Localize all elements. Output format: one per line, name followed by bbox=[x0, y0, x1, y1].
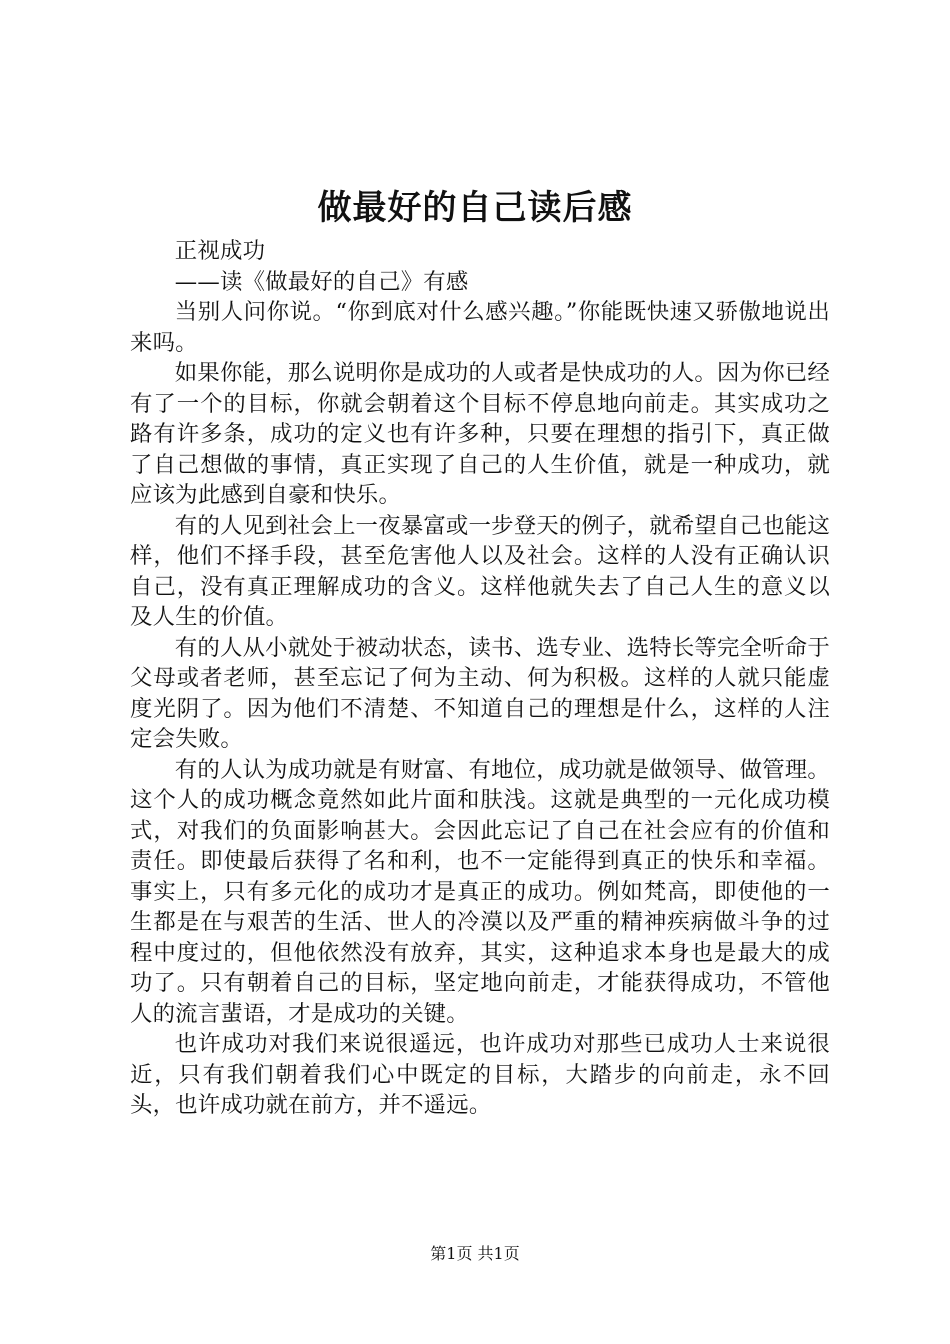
paragraph: 也许成功对我们来说很遥远，也许成功对那些已成功人士来说很近，只有我们朝着我们心中既定的目标，大踏步的向前走，永不回头，也许成功就在前方，并不遥远。 bbox=[130, 1031, 830, 1118]
document-body bbox=[130, 236, 830, 1121]
paragraph: 有的人从小就处于被动状态，读书、选专业、选特长等完全听命于父母或者老师，甚至忘记了何为主动、何为积极。这样的人就只能虚度光阴了。因为他们不清楚、不知道自己的理想是什么，这样的人注定会失败。 bbox=[130, 634, 830, 752]
paragraph: 有的人认为成功就是有财富、有地位，成功就是做领导、做管理。这个人的成功概念竟然如此片面和肤浅。这就是典型的一元化成功模式，对我们的负面影响甚大。会因此忘记了自己在社会应有的价值和责任。即使最后获得了名和利，也不一定能得到真正的快乐和幸福。事实上，只有多元化的成功才是真正的成功。例如梵高，即使他的一生都是在与艰苦的生活、世人的冷漠以及严重的精神疾病做斗争的过程中度过的，但他依然没有放弃，其实，这种追求本身也是最大的成功了。只有朝着自己的目标，坚定地向前走，才能获得成功，不管他人的流言蜚语，才是成功的关键。 bbox=[130, 756, 830, 1027]
paragraph: 如果你能，那么说明你是成功的人或者是快成功的人。因为你已经有了一个的目标，你就会朝着这个目标不停息地向前走。其实成功之路有许多条，成功的定义也有许多种，只要在理想的指引下，真正做了自己想做的事情，真正实现了自己的人生价值，就是一种成功，就应该为此感到自豪和快乐。 bbox=[130, 360, 830, 508]
paragraph-subheading: ——读《做最好的自己》有感 bbox=[174, 268, 469, 295]
paragraph-subtitle: 正视成功 bbox=[174, 238, 266, 264]
page-title: 做最好的自己读后感 bbox=[317, 188, 633, 228]
paragraph: 有的人见到社会上一夜暴富或一步登天的例子，就希望自己也能这样，他们不择手段，甚至危害他人以及社会。这样的人没有正确认识自己，没有真正理解成功的含义。这样他就失去了自己人生的意义以及人生的价值。 bbox=[130, 512, 830, 630]
paragraph: 当别人问你说。“你到底对什么感兴趣。”你能既快速又骄傲地说出来吗。 bbox=[130, 299, 830, 356]
page-footer: 第1页 共1页 bbox=[430, 1244, 520, 1263]
